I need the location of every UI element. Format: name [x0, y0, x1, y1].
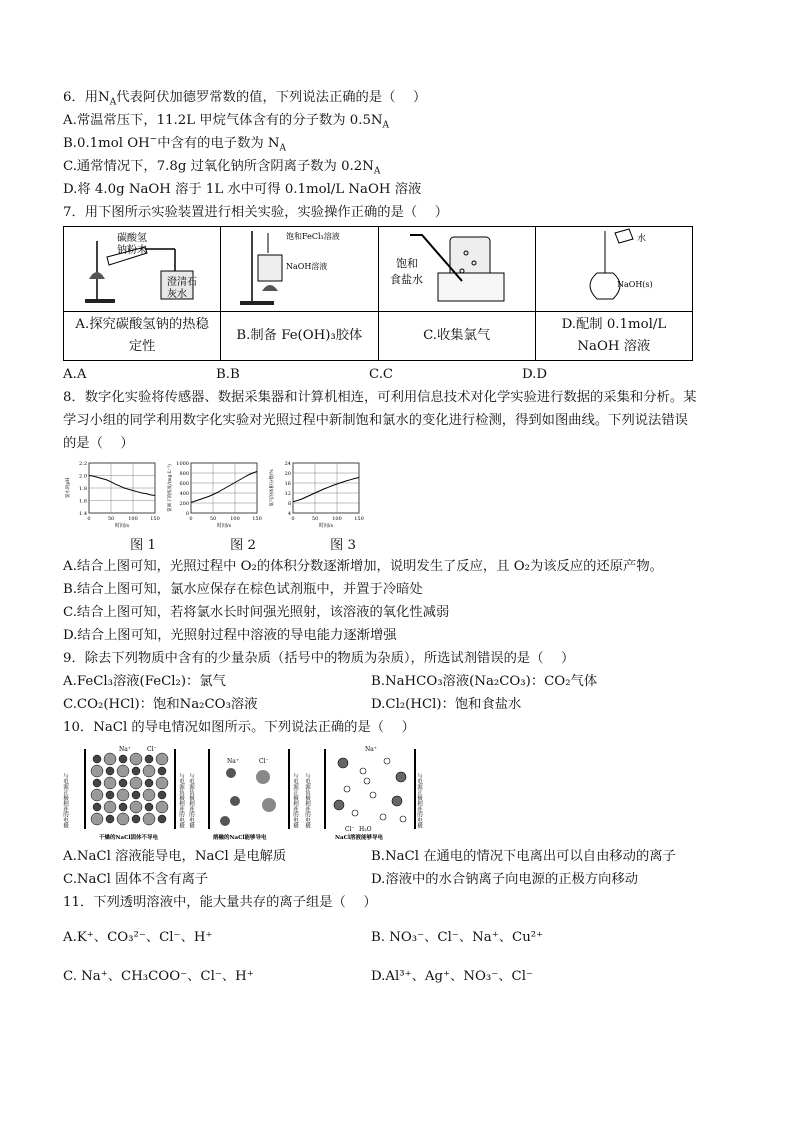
- na-ion: [132, 767, 140, 775]
- cl-ion: [117, 789, 129, 801]
- cl-ion: [130, 801, 142, 813]
- cl-ion: [130, 777, 142, 789]
- x-axis-label: 时间/s: [114, 523, 130, 529]
- panel1-right-label: 与电源负极相连的电极: [178, 773, 184, 828]
- q10-option-a: A.NaCl 溶液能导电，NaCl 是电解质: [63, 849, 287, 864]
- chart-title-2: 图 2: [230, 538, 256, 553]
- y-tick-label: 2.0: [79, 473, 87, 480]
- cl-ion: [91, 813, 103, 825]
- x-tick-label: 150: [252, 516, 262, 522]
- label-limewater-1: 澄清石: [167, 277, 198, 288]
- panel1-na-ion: Na⁺: [119, 746, 131, 753]
- label-fecl3: 饱和FeCl₃溶液: [286, 232, 341, 241]
- q6-option-d: D.将 4.0g NaOH 溶于 1L 水中可得 0.1mol/L NaOH 溶液: [63, 182, 422, 197]
- cl-ion: [156, 777, 168, 789]
- y-tick-label: 12: [284, 491, 291, 497]
- water-molecule: [364, 778, 370, 784]
- apparatus-b-cell: [221, 227, 378, 312]
- na-ion: [93, 755, 101, 763]
- q9-stem: 9．除去下列物质中含有的少量杂质（括号中的物质为杂质），所选试剂错误的是（ ）: [63, 651, 575, 666]
- y-tick-label: 600: [179, 481, 189, 487]
- panel-molten: [188, 749, 299, 841]
- apparatus-b-caption: B.制备 Fe(OH)₃胶体: [221, 312, 378, 361]
- cl-ion: [104, 777, 116, 789]
- cl-ion: [91, 789, 103, 801]
- q7-option-c: C.C: [369, 367, 394, 382]
- q10-stem: 10．NaCl 的导电情况如图所示。下列说法正确的是（ ）: [63, 720, 415, 735]
- q8-option-b: B.结合上图可知，氯水应保存在棕色试剂瓶中，并置于冷暗处: [63, 582, 423, 597]
- chart-ph: [63, 459, 165, 535]
- q8-option-c: C.结合上图可知，若将氯水长时间强光照射，该溶液的氧化性减弱: [63, 605, 450, 620]
- q7-stem: 7．用下图所示实验装置进行相关实验，实验操作正确的是（ ）: [63, 205, 448, 220]
- y-axis-label: 氯离子的浓度/(mg·L⁻¹): [168, 464, 173, 512]
- apparatus-a-cell: [64, 227, 221, 312]
- panel2-cl-ion: Cl⁻: [259, 758, 269, 765]
- x-tick-label: 100: [230, 516, 240, 522]
- hydrated-ion: [392, 796, 402, 806]
- cl-ion: [156, 753, 168, 765]
- q10-options-row1: [63, 845, 733, 868]
- hydrated-ion: [334, 800, 344, 810]
- y-tick-label: 200: [179, 501, 189, 507]
- na-ion: [145, 755, 153, 763]
- q9-options-row1: [63, 670, 733, 693]
- exam-page: [63, 86, 733, 988]
- y-tick-label: 1.8: [79, 486, 87, 492]
- x-tick-label: 50: [107, 516, 115, 522]
- cl-ion: [104, 753, 116, 765]
- x-tick-label: 50: [311, 516, 319, 522]
- q8-stem-line3: 的是（ ）: [63, 436, 134, 451]
- na-ion: [132, 791, 140, 799]
- panel2-na-ion: Na⁺: [227, 758, 239, 765]
- q10-options-row2: [63, 868, 733, 891]
- x-tick-label: 100: [332, 516, 342, 522]
- label-water: 水: [636, 234, 646, 244]
- apparatus-c-cell: [378, 227, 535, 312]
- panel3-cl-ion: Cl⁻: [345, 826, 355, 833]
- q9-option-b: B.NaHCO₃溶液(Na₂CO₃)：CO₂气体: [371, 674, 598, 689]
- panel2-left-label: 与电源负极相连的电极: [188, 773, 194, 828]
- chart-captions: [93, 537, 393, 555]
- q7-option-a: A.A: [63, 367, 87, 382]
- y-tick-label: 20: [284, 471, 291, 477]
- panel2-right-label: 与电源正极相连的电极: [292, 773, 298, 828]
- q11-stem: 11．下列透明溶液中，能大量共存的离子组是（ ）: [63, 895, 377, 910]
- q6-option-b: B.0.1mol OH−中含有的电子数为 $N_A$: [63, 134, 287, 154]
- x-tick-label: 0: [291, 516, 295, 522]
- cl-ion: [117, 765, 129, 777]
- q10-option-d: D.溶液中的水合钠离子向电源的正极方向移动: [371, 872, 639, 887]
- panel3-caption: NaCl溶液能够导电: [335, 835, 384, 841]
- na-ion: [145, 803, 153, 811]
- water-molecule: [400, 816, 406, 822]
- y-tick-label: 24: [284, 461, 291, 467]
- y-tick-label: 0: [185, 511, 189, 517]
- water-molecule: [360, 768, 366, 774]
- x-tick-label: 0: [87, 516, 91, 522]
- na-ion: [158, 815, 166, 823]
- cl-ion: [91, 765, 103, 777]
- q7-option-d: D.D: [522, 367, 548, 382]
- na-ion: [93, 803, 101, 811]
- apparatus-d-image: [539, 227, 689, 307]
- water-molecule: [352, 810, 358, 816]
- label-naoh-solid: NaOH(s): [616, 280, 653, 289]
- apparatus-b-image: [224, 227, 374, 307]
- label-naoh-solution: NaOH溶液: [286, 262, 328, 271]
- plot-frame: [191, 463, 257, 513]
- x-tick-label: 50: [209, 516, 217, 522]
- chart-chloride: [165, 459, 267, 535]
- x-tick-label: 150: [354, 516, 364, 522]
- water-molecule: [384, 758, 390, 764]
- hydrated-ion: [396, 772, 406, 782]
- cl-ion: [143, 765, 155, 777]
- q6-option-c: C.通常情况下，7.8g 过氧化钠所含阴离子数为 $0.2N_A$: [63, 159, 381, 177]
- y-tick-label: 16: [284, 481, 291, 487]
- q9-options-row2: [63, 693, 733, 716]
- series-line: [89, 476, 155, 496]
- na-ion: [106, 791, 114, 799]
- q6-stem: 6．用$N_A$代表阿伏加德罗常数的值，下列说法正确的是（ ）: [63, 90, 427, 108]
- label-saturated: 饱和: [395, 257, 418, 270]
- y-tick-label: 1000: [176, 461, 189, 467]
- na-ion: [158, 791, 166, 799]
- q10-diagram: [63, 743, 733, 843]
- label-limewater-2: 灰水: [167, 289, 188, 300]
- q11-option-a: A.K⁺、CO₃²⁻、Cl⁻、H⁺: [63, 930, 213, 945]
- y-axis-label: 氧气的体积分数/%: [270, 469, 275, 507]
- q10-option-c: C.NaCl 固体不含有离子: [63, 872, 209, 887]
- label-brine: 食盐水: [389, 273, 423, 286]
- cl-ion: [143, 813, 155, 825]
- na-ion: [145, 779, 153, 787]
- panel3-right-label: 与电源正极相连的电极: [416, 773, 422, 828]
- q7-apparatus-table: [63, 226, 693, 361]
- na-ion: [106, 767, 114, 775]
- q8-option-a: A.结合上图可知，光照过程中 O₂的体积分数逐渐增加，说明发生了反应，且 O₂为该反应的还原产物。: [63, 559, 663, 574]
- q6-option-a: A.常温常压下，11.2L 甲烷气体含有的分子数为 $0.5N_A$: [63, 113, 390, 131]
- panel3-left-label: 与电源负极相连的电极: [304, 773, 310, 828]
- panel-solid: [62, 746, 185, 841]
- panel3-water: H₂O: [359, 826, 372, 833]
- y-axis-label: 氯水的pH: [66, 477, 71, 499]
- y-tick-label: 1.4: [79, 511, 87, 517]
- q7-options: [63, 363, 733, 386]
- na-ion: [119, 779, 127, 787]
- cl-ion: [130, 753, 142, 765]
- q9-option-c: C.CO₂(HCl)：饱和Na₂CO₃溶液: [63, 697, 258, 712]
- cl-ion: [117, 813, 129, 825]
- chart-title-1: 图 1: [130, 538, 156, 553]
- q11-options-row2: [63, 965, 733, 988]
- x-axis-label: 时间/s: [216, 523, 232, 529]
- water-molecule: [380, 814, 386, 820]
- panel-solution: [304, 746, 423, 841]
- q11-option-c: C. Na⁺、CH₃COO⁻、Cl⁻、H⁺: [63, 969, 254, 984]
- y-tick-label: 2.2: [79, 461, 87, 467]
- cl-ion: [104, 801, 116, 813]
- q7-option-b: B.B: [216, 367, 240, 382]
- chart-title-3: 图 3: [330, 538, 356, 553]
- q8-stem-line2: 学习小组的同学利用数字化实验对光照过程中新制饱和氯水的变化进行检测，得到如图曲线。下列说法错误: [63, 413, 688, 428]
- apparatus-c-image: [382, 227, 532, 307]
- panel3-na-ion: Na⁺: [365, 746, 377, 753]
- x-axis-label: 时间/s: [318, 523, 334, 529]
- q11-option-d: D.Al³⁺、Ag⁺、NO₃⁻、Cl⁻: [371, 969, 533, 984]
- cl-ion: [143, 789, 155, 801]
- y-tick-label: 1.6: [79, 498, 87, 505]
- panel1-caption: 干燥的NaCl固体不导电: [99, 835, 159, 841]
- water-molecule: [370, 792, 376, 798]
- x-tick-label: 0: [189, 516, 193, 522]
- y-tick-label: 400: [179, 491, 189, 497]
- na-ion: [132, 815, 140, 823]
- na-ion: [119, 803, 127, 811]
- hydrated-ion: [338, 758, 348, 768]
- chart-oxygen: [267, 459, 369, 535]
- q10-option-b: B.NaCl 在通电的情况下电离出可以自由移动的离子: [371, 849, 676, 864]
- series-line: [293, 478, 359, 502]
- q11-options-row1: [63, 926, 733, 949]
- water-molecule: [344, 786, 350, 792]
- panel1-left-label: 与电源正极相连的电极: [62, 773, 68, 828]
- y-tick-label: 8: [287, 501, 291, 507]
- apparatus-d-caption: D.配制 0.1mol/L NaOH 溶液: [535, 312, 692, 361]
- x-tick-label: 150: [150, 516, 160, 522]
- y-tick-label: 4: [287, 511, 291, 517]
- cl-ion: [156, 801, 168, 813]
- nacl-conductivity-diagram: [63, 743, 423, 843]
- na-ion: [106, 815, 114, 823]
- q8-option-d: D.结合上图可知，光照射过程中溶液的导电能力逐渐增强: [63, 628, 397, 643]
- q8-stem-line1: 8．数字化实验将传感器、数据采集器和计算机相连，可利用信息技术对化学实验进行数据的采集和分析。某: [63, 390, 697, 405]
- series-line: [191, 472, 257, 503]
- q11-option-b: B. NO₃⁻、Cl⁻、Na⁺、Cu²⁺: [371, 930, 544, 945]
- apparatus-a-caption: A.探究碳酸氢钠的热稳定性: [64, 312, 221, 361]
- x-tick-label: 100: [128, 516, 138, 522]
- apparatus-d-cell: [535, 227, 692, 312]
- panel1-cl-ion: Cl⁻: [147, 746, 157, 753]
- label-sodium-bicarbonate-1: 碳酸氢: [117, 233, 148, 244]
- na-ion: [119, 755, 127, 763]
- apparatus-c-caption: C.收集氯气: [378, 312, 535, 361]
- y-tick-label: 800: [179, 471, 189, 477]
- na-ion: [93, 779, 101, 787]
- panel2-caption: 熔融的NaCl能够导电: [213, 835, 267, 841]
- apparatus-a-image: [67, 227, 217, 307]
- na-ion: [158, 767, 166, 775]
- q9-option-a: A.FeCl₃溶液(FeCl₂)：氯气: [63, 674, 226, 689]
- label-sodium-bicarbonate-2: 钠粉末: [117, 245, 148, 256]
- q9-option-d: D.Cl₂(HCl)：饱和食盐水: [371, 697, 522, 712]
